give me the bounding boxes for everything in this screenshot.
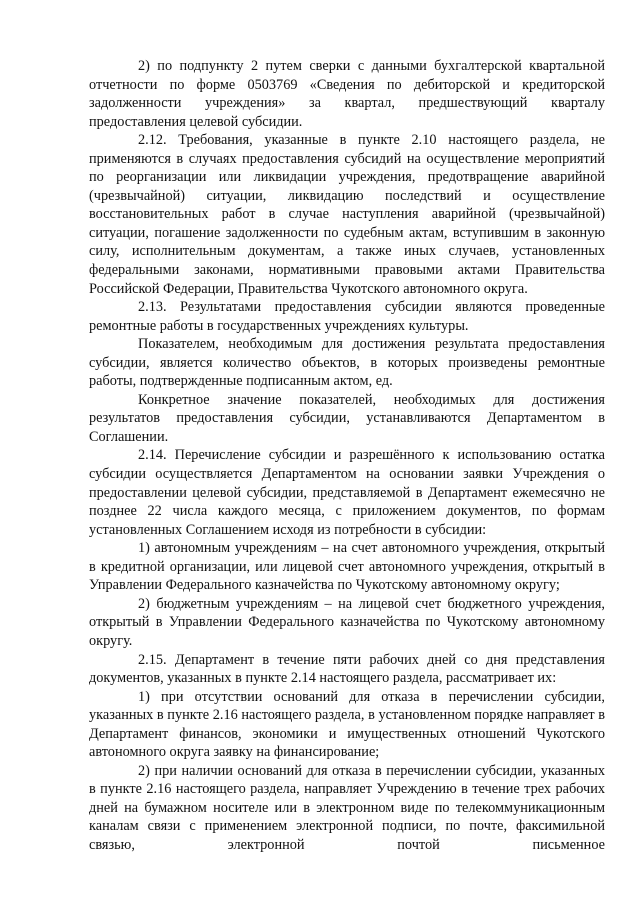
paragraph-clause-2-15-item-2: 2) при наличии оснований для отказа в перечислении субсидии, указанных в пункте 2.16 настоящего раздела, направляет Учреждению в течение трех рабочих дней на бумажном носителе или в электронном виде по телекоммуникационным каналам связи с применением электронной подписи, по почте, факсимильной связью, электронной почтой письменное [89,762,605,853]
document-page [89,57,605,855]
paragraph-clause-2-14: 2.14. Перечисление субсидии и разрешённого к использованию остатка субсидии осуществляется Департаментом на основании заявки Учреждения о предоставлении целевой субсидии, представляемой в Департамент ежемесячно не позднее 22 числа каждого месяца, с приложением документов, по формам установленных Соглашением исходя из потребности в субсидии: [89,447,605,538]
paragraph-clause-2-12: 2.12. Требования, указанные в пункте 2.10 настоящего раздела, не применяются в случаях предоставления субсидий на осуществление мероприятий по реорганизации или ликвидации учреждения, предотвращение аварийной (чрезвычайной) ситуации, ликвидацию последствий и осуществление восстановительных работ в случае наступления аварийной (чрезвычайной) ситуации, погашение задолженности по судебным актам, вступившим в законную силу, исполнительным документам, а также иных случаев, установленных федеральными законами, нормативными правовыми актами Правительства Российской Федерации, Правительства Чукотского автономного округа. [89,132,605,297]
paragraph-clause-2-15: 2.15. Департамент в течение пяти рабочих дней со дня представления документов, указанных в пункте 2.14 настоящего раздела, рассматривает их: [89,651,605,687]
paragraph-indicator-value: Конкретное значение показателей, необходимых для достижения результатов предоставления субсидии, устанавливаются Департаментом в Соглашении. [89,391,605,445]
paragraph-clause-2-14-item-1: 1) автономным учреждениям – на счет автономного учреждения, открытый в кредитной организации, или лицевой счет автономного учреждения, открытый в Управлении Федерального казначейства по Чукотскому автономному округу; [89,540,605,594]
paragraph-clause-2-14-item-2: 2) бюджетным учреждениям – на лицевой счет бюджетного учреждения, открытый в Управлении Федерального казначейства по Чукотскому автономному округу. [89,595,605,649]
paragraph-clause-2-13: 2.13. Результатами предоставления субсидии являются проведенные ремонтные работы в государственных учреждениях культуры. [89,299,605,334]
paragraph-clause-2-item-2: 2) по подпункту 2 путем сверки с данными бухгалтерской квартальной отчетности по форме 0503769 «Сведения по дебиторской и кредиторской задолженности учреждения» за квартал, предшествующий кварталу предоставления целевой субсидии. [89,58,605,130]
paragraph-indicator: Показателем, необходимым для достижения результата предоставления субсидии, является количество объектов, в которых произведены ремонтные работы, подтвержденные подписанным актом, ед. [89,336,605,390]
paragraph-clause-2-15-item-1: 1) при отсутствии оснований для отказа в перечислении субсидии, указанных в пункте 2.16 настоящего раздела, в установленном порядке направляет в Департамент финансов, экономики и имущественных отношений Чукотского автономного округа заявку на финансирование; [89,688,605,761]
